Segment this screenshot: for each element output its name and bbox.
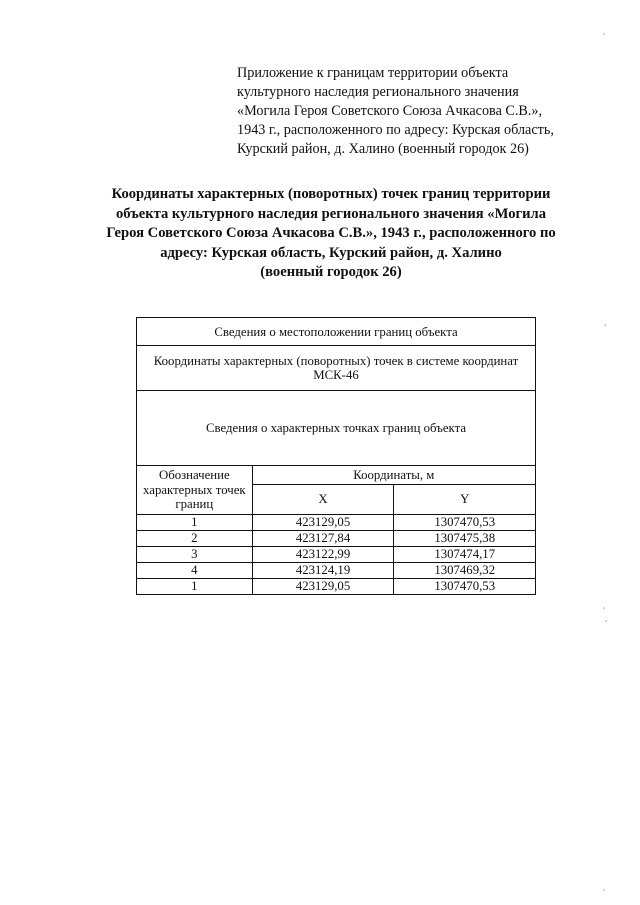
document-title-line: Героя Советского Союза Ачкасова С.В.», 1943 г., расположенного по — [106, 225, 556, 241]
appendix-note-line: Приложение к границам территории объекта — [237, 65, 509, 81]
appendix-note — [237, 64, 617, 159]
scan-speck: ʻ — [605, 619, 608, 628]
points-caption-row — [137, 391, 536, 466]
coordinates-table — [136, 317, 536, 595]
x-cell: 423124,19 — [252, 563, 394, 579]
document-title-line: Координаты характерных (поворотных) точек границ территории — [111, 186, 551, 202]
x-cell: 423122,99 — [252, 547, 394, 563]
x-cell: 423127,84 — [252, 531, 394, 547]
table-row — [137, 563, 536, 579]
y-cell: 1307469,32 — [394, 563, 536, 579]
coordinate-system-name: МСК-46 — [313, 368, 359, 382]
x-header: X — [252, 484, 394, 515]
table-row — [137, 515, 536, 531]
table-row — [137, 531, 536, 547]
location-header-cell: Сведения о местоположении границ объекта — [137, 318, 536, 346]
coordinate-system-row — [137, 346, 536, 391]
y-cell: 1307474,17 — [394, 547, 536, 563]
point-designation-header — [137, 466, 253, 515]
y-cell: 1307470,53 — [394, 515, 536, 531]
appendix-note-line: Курский район, д. Халино (военный городок 26) — [237, 141, 529, 157]
document-title — [80, 185, 582, 283]
document-title-line: (военный городок 26) — [260, 264, 402, 280]
points-caption-cell: Сведения о характерных точках границ объекта — [137, 391, 536, 466]
column-header-row — [137, 466, 536, 485]
y-cell: 1307470,53 — [394, 579, 536, 595]
appendix-note-line: культурного наследия регионального значения — [237, 84, 519, 100]
table-row — [137, 547, 536, 563]
point-cell: 3 — [137, 547, 253, 563]
point-cell: 1 — [137, 515, 253, 531]
point-cell: 1 — [137, 579, 253, 595]
table-header-row — [137, 318, 536, 346]
scan-speck: ʻ — [603, 888, 606, 897]
x-cell: 423129,05 — [252, 579, 394, 595]
point-header-line: характерных точек — [143, 482, 246, 497]
scan-speck: ʻ — [603, 606, 606, 615]
scan-speck: ʻ — [603, 32, 606, 41]
coordinate-system-text: Координаты характерных (поворотных) точек в системе координат — [153, 354, 519, 368]
appendix-note-line: «Могила Героя Советского Союза Ачкасова С.В.», — [237, 103, 543, 119]
document-title-line: адресу: Курская область, Курский район, д. Халино — [160, 244, 502, 261]
point-cell: 2 — [137, 531, 253, 547]
y-header: Y — [394, 484, 536, 515]
scan-speck: ʻ — [604, 323, 607, 332]
point-header-line: Обозначение — [158, 468, 230, 482]
appendix-note-line: 1943 г., расположенного по адресу: Курская область, — [237, 122, 554, 138]
point-header-line: границ — [175, 497, 214, 511]
point-cell: 4 — [137, 563, 253, 579]
coordinate-system-cell — [137, 346, 536, 391]
table-row — [137, 579, 536, 595]
coordinates-header: Координаты, м — [252, 466, 535, 485]
y-cell: 1307475,38 — [394, 531, 536, 547]
x-cell: 423129,05 — [252, 515, 394, 531]
document-title-line: объекта культурного наследия регионального значения «Могила — [115, 205, 547, 222]
